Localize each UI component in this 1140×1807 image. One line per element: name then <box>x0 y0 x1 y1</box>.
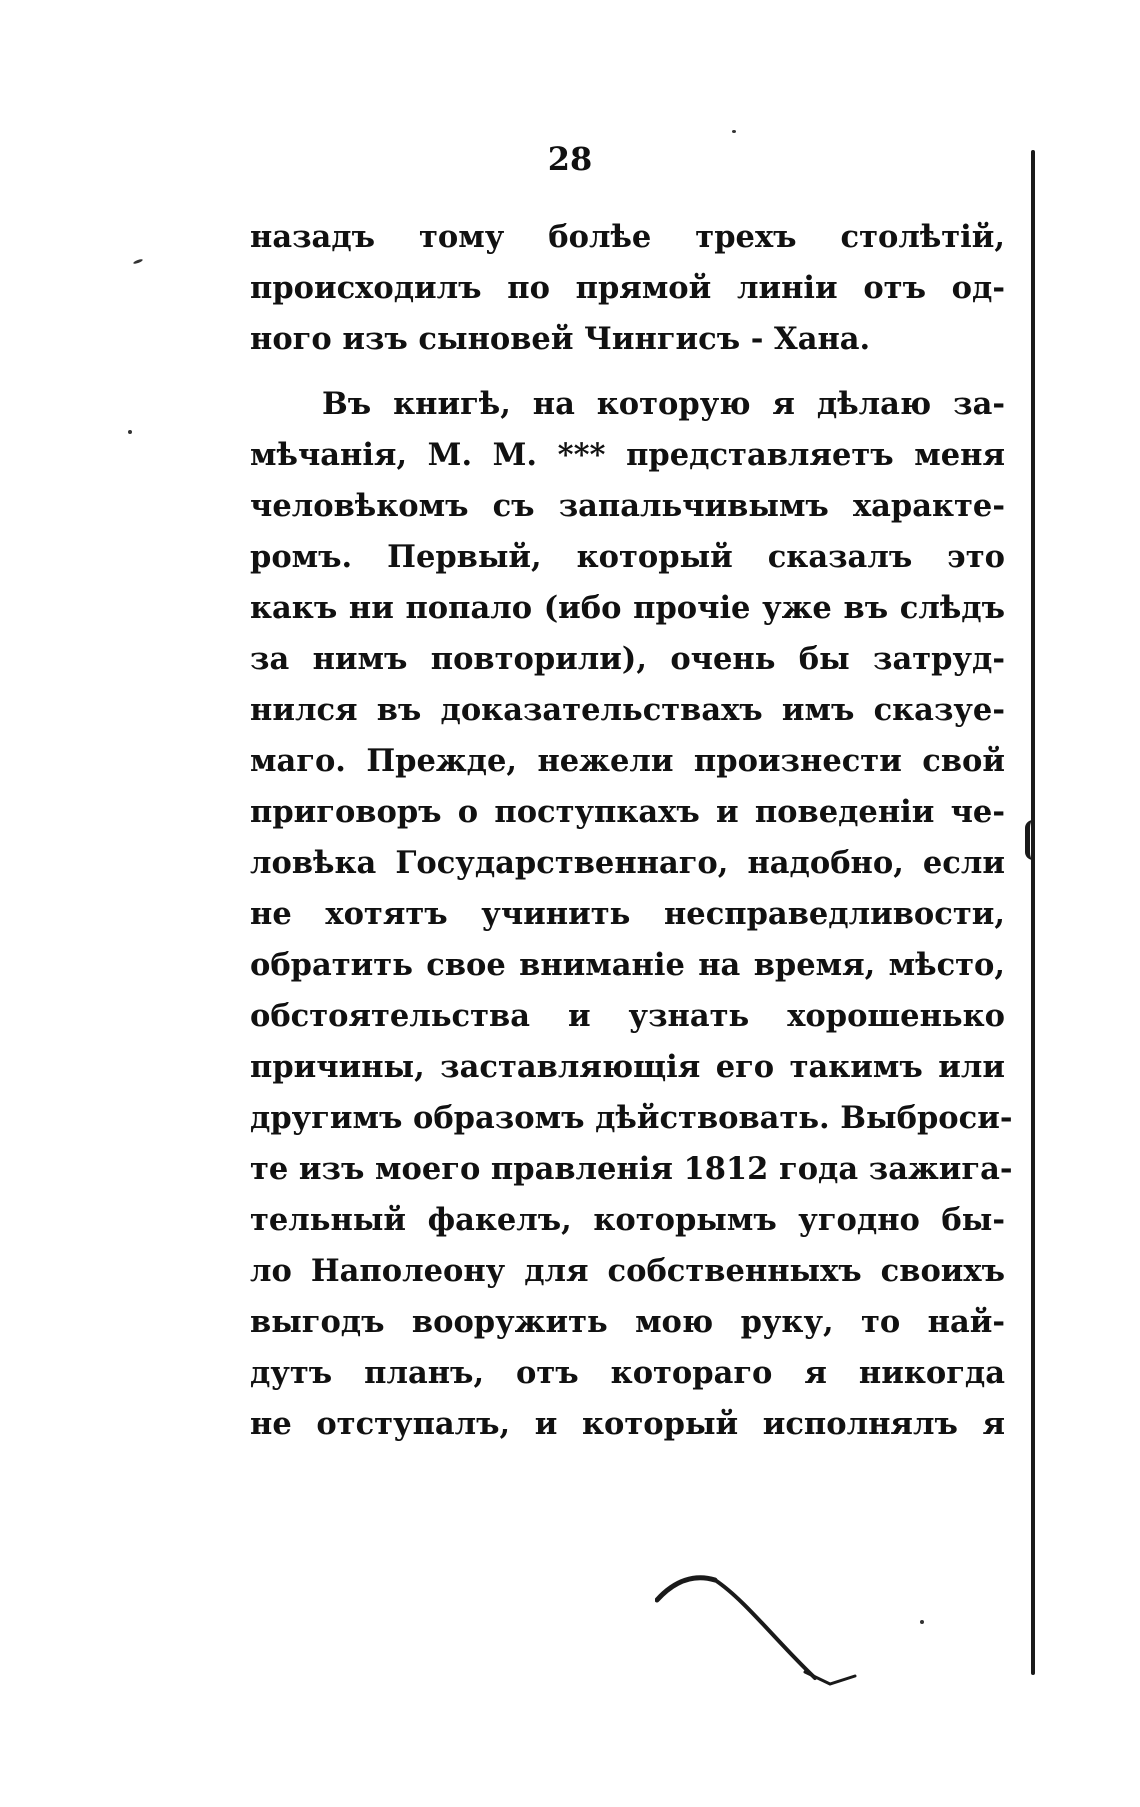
text-line: дутъ планъ, отъ котораго я никогда <box>250 1355 1005 1391</box>
text-line: выгодъ вооружить мою руку, то най- <box>250 1304 1005 1340</box>
text-line: те изъ моего правленія 1812 года зажига- <box>250 1151 1013 1187</box>
text-line: назадъ тому болѣе трехъ столѣтій, <box>250 219 1005 255</box>
page-binding-notch <box>1025 820 1040 860</box>
ink-speck <box>732 130 736 133</box>
ink-speck <box>920 1620 924 1624</box>
text-line: ловѣка Государственнаго, надобно, если <box>250 845 1005 881</box>
text-line: Въ книгѣ, на которую я дѣлаю за- <box>322 386 1005 422</box>
text-line: ло Наполеону для собственныхъ своихъ <box>250 1253 1005 1289</box>
page-number: 28 <box>547 140 593 178</box>
text-line: ромъ. Первый, который сказалъ это <box>250 539 1005 575</box>
text-line: не отступалъ, и который исполнялъ я <box>250 1406 1005 1442</box>
text-line: приговоръ о поступкахъ и поведеніи че- <box>250 794 1005 830</box>
paragraph-gap <box>250 365 1005 379</box>
text-line: не хотятъ учинить несправедливости, <box>250 896 1005 932</box>
page-binding-edge <box>1031 150 1035 1675</box>
text-line: нился въ доказательствахъ имъ сказуе- <box>250 692 1005 728</box>
ink-speck <box>133 258 143 264</box>
ink-speck <box>128 430 132 434</box>
text-line: человѣкомъ съ запальчивымъ характе- <box>250 488 1005 524</box>
text-line: обстоятельства и узнать хорошенько <box>250 998 1005 1034</box>
text-line: за нимъ повторили), очень бы затруд- <box>250 641 1005 677</box>
ink-scratch-mark <box>655 1560 895 1690</box>
text-line: маго. Прежде, нежели произнести свой <box>250 743 1005 779</box>
text-line: причины, заставляющія его такимъ или <box>250 1049 1005 1085</box>
text-line: ного изъ сыновей Чингисъ - Хана. <box>250 321 871 357</box>
text-line: мѣчанія, М. М. *** представляетъ меня <box>250 437 1005 473</box>
body-text <box>250 212 1013 1450</box>
text-line: какъ ни попало (ибо прочіе уже въ слѣдъ <box>250 590 1005 626</box>
text-line: другимъ образомъ дѣйствовать. Выброси- <box>250 1100 1013 1136</box>
text-line: тельный факелъ, которымъ угодно бы- <box>250 1202 1005 1238</box>
text-line: обратить свое вниманіе на время, мѣсто, <box>250 947 1005 983</box>
text-line: происходилъ по прямой линіи отъ од- <box>250 270 1005 306</box>
